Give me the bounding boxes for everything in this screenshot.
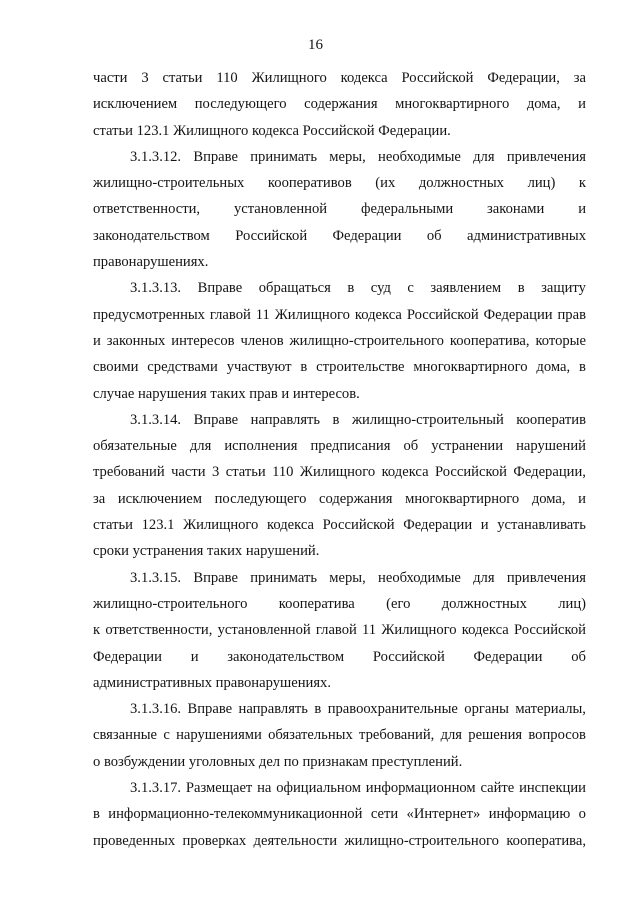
text-line: требований части 3 статьи 110 Жилищного кодекса Российской Федерации, (93, 464, 586, 481)
text-line: законодательством Российской Федерации об административных (93, 227, 586, 244)
paragraph-3-1-3-12 (93, 144, 586, 275)
document-body (93, 65, 586, 854)
text-line: о возбуждении уголовных дел по признакам преступлений. (93, 753, 463, 770)
paragraph-3-1-3-17 (93, 775, 586, 854)
text-line: к ответственности, установленной главой 11 Жилищного кодекса Российской (93, 622, 586, 639)
text-line: статьи 123.1 Жилищного кодекса Российской Федерации. (93, 122, 451, 139)
paragraph (93, 65, 586, 144)
text-line: Федерации и законодательством Российской Федерации об (93, 648, 586, 665)
text-line: проведенных проверках деятельности жилищно-строительного кооператива, (93, 832, 586, 849)
text-line: 3.1.3.15. Вправе принимать меры, необходимые для привлечения (130, 569, 586, 586)
text-line: 3.1.3.14. Вправе направлять в жилищно-строительный кооператив (130, 411, 586, 428)
text-line: сроки устранения таких нарушений. (93, 543, 320, 560)
text-line: предусмотренных главой 11 Жилищного кодекса Российской Федерации прав (93, 306, 586, 323)
text-line: жилищно-строительного кооператива (его должностных лиц) (93, 595, 586, 612)
paragraph-3-1-3-15 (93, 565, 586, 696)
paragraph-3-1-3-16 (93, 696, 586, 775)
page-number: 16 (308, 37, 323, 53)
text-line: своими средствами участвуют в строительстве многоквартирного дома, в (93, 359, 586, 376)
text-line: и законных интересов членов жилищно-строительного кооператива, которые (93, 332, 586, 349)
paragraph-3-1-3-13 (93, 275, 586, 406)
text-line: жилищно-строительных кооперативов (их должностных лиц) к (93, 175, 586, 192)
text-line: 3.1.3.16. Вправе направлять в правоохранительные органы материалы, (130, 701, 586, 718)
text-line: части 3 статьи 110 Жилищного кодекса Российской Федерации, за (93, 70, 586, 86)
text-line: ответственности, установленной федеральными законами и (93, 201, 586, 218)
text-line: правонарушениях. (93, 254, 209, 271)
text-line: исключением последующего содержания многоквартирного дома, и (93, 96, 586, 113)
text-line: за исключением последующего содержания многоквартирного дома, и (93, 490, 586, 507)
text-line: в информационно-телекоммуникационной сети «Интернет» информацию о (93, 806, 586, 823)
paragraph-3-1-3-14 (93, 407, 586, 565)
text-line: статьи 123.1 Жилищного кодекса Российской Федерации и устанавливать (93, 517, 586, 534)
text-line: связанные с нарушениями обязательных требований, для решения вопросов (93, 727, 586, 744)
text-line: 3.1.3.17. Размещает на официальном информационном сайте инспекции (130, 780, 586, 797)
text-line: административных правонарушениях. (93, 674, 331, 691)
text-line: обязательные для исполнения предписания об устранении нарушений (93, 438, 586, 455)
text-line: случае нарушения таких прав и интересов. (93, 385, 360, 402)
text-line: 3.1.3.12. Вправе принимать меры, необходимые для привлечения (130, 148, 586, 165)
text-line: 3.1.3.13. Вправе обращаться в суд с заявлением в защиту (130, 280, 586, 297)
